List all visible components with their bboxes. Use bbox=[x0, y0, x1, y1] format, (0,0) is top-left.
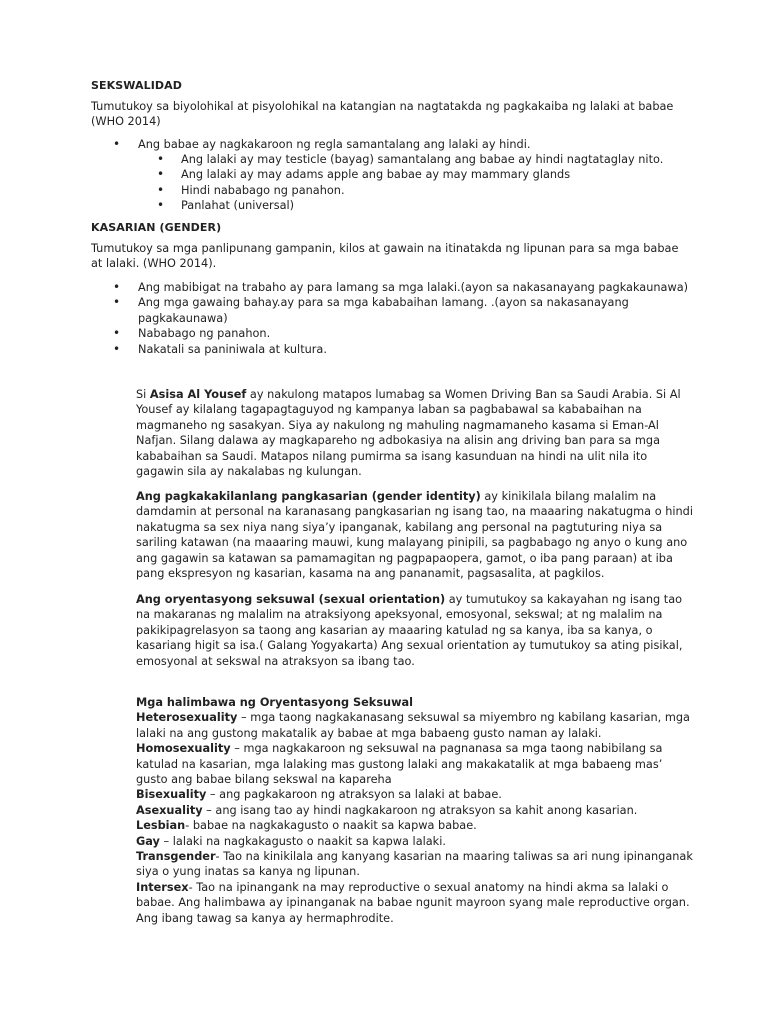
example-item bbox=[136, 880, 696, 926]
examples-block bbox=[136, 695, 696, 926]
list-item: • Panlahat (universal) bbox=[181, 198, 701, 213]
section-title-kasarian: KASARIAN (GENDER) bbox=[91, 221, 222, 234]
list-item: • Ang mabibigat na trabaho ay para lamang sa mga lalaki.(ayon sa nakasanayang pagkakaunawa) bbox=[138, 280, 698, 295]
list-item: • Ang lalaki ay may testicle (bayag) samantalang ang babae ay hindi nagtataglay nito. bbox=[181, 152, 701, 167]
example-item bbox=[136, 787, 696, 802]
sexual-orientation-paragraph bbox=[136, 592, 696, 669]
gender-identity-term: Ang pagkakakilanlang pangkasarian (gender identity) bbox=[136, 490, 481, 503]
sekswalidad-bullet-list bbox=[138, 137, 698, 152]
list-item: • Nakatali sa paniniwala at kultura. bbox=[138, 342, 698, 357]
gender-identity-text: ay kinikilala bilang malalim na damdamin at personal na karanasang pangkasarian ng isang tao, na maaaring nakatugma o hindi nakatugma sa sex niya nang siya’y ipanganak, kabilang ang personal na pagtuturing niya sa sariling katawan (na maaaring mauwi, kung malayang pinipili, sa pagbabago ng anyo o kung ano ang gagawin sa katawan sa pamamagitan ng pagpapaopera, gamot, o iba pang paraan) at iba pang ekspresyon ng kasarian, kasama na ang pananamit, pagsasalita, at pagkilos. bbox=[136, 490, 693, 581]
sekswalidad-sub-bullet-list bbox=[181, 152, 701, 214]
asisa-pre: Si bbox=[136, 388, 150, 401]
list-item: • Hindi nababago ng panahon. bbox=[181, 183, 701, 198]
example-term: Intersex bbox=[136, 880, 189, 894]
section-title-sekswalidad: SEKSWALIDAD bbox=[91, 79, 183, 92]
example-text: - babae na nagkakagusto o naakit sa kapwa babae. bbox=[185, 819, 477, 833]
example-term: Asexuality bbox=[136, 803, 203, 817]
example-term: Lesbian bbox=[136, 819, 186, 833]
example-item bbox=[136, 834, 696, 849]
example-term: Homosexuality bbox=[136, 742, 231, 756]
sexual-orientation-term: Ang oryentasyong seksuwal (sexual orientation) bbox=[136, 593, 446, 606]
example-item bbox=[136, 849, 696, 880]
examples-title: Mga halimbawa ng Oryentasyong Seksuwal bbox=[136, 696, 414, 709]
sekswalidad-definition: Tumutukoy sa biyolohikal at pisyolohikal na katangian na nagtatakda ng pagkakaiba ng lalaki at babae (WHO 2014) bbox=[91, 100, 674, 129]
example-item bbox=[136, 741, 696, 787]
example-text: – lalaki na nagkakagusto o naakit sa kapwa lalaki. bbox=[159, 834, 446, 848]
example-text: - Tao na kinikilala ang kanyang kasarian na maaring taliwas sa ari nung ipinanganak siya o yung inatas sa kanya ng lipunan. bbox=[136, 850, 693, 879]
example-text: - Tao na ipinangank na may reproductive o sexual anatomy na hindi akma sa lalaki o babae. Ang halimbawa ay ipinanganak na babae ngunit mayroon syang male reproductive organ. Ang ibang tawag sa kanya ay hermaphrodite. bbox=[136, 880, 690, 925]
list-item: • Nababago ng panahon. bbox=[138, 326, 698, 341]
asisa-paragraph bbox=[136, 387, 696, 479]
sexual-orientation-text: ay tumutukoy sa kakayahan ng isang tao na makaranas ng malalim na atraksiyong apeksyonal, emosyonal, sekswal; at ng malalim na pakikipagrelasyon sa taong ang kasarian ay maaaring katulad ng sa kanya, iba sa kanya, o kasariang higit sa isa.( Galang Yogyakarta) Ang sexual orientation ay tumutukoy sa ating pisikal, emosyonal at sekswal na atraksyon sa ibang tao. bbox=[136, 593, 683, 668]
list-item: • Ang mga gawaing bahay.ay para sa mga kababaihan lamang. .(ayon sa nakasanayang pagkakaunawa) bbox=[138, 295, 698, 326]
kasarian-bullet-list bbox=[138, 280, 698, 357]
example-item bbox=[136, 710, 696, 741]
asisa-name: Asisa Al Yousef bbox=[149, 388, 247, 401]
kasarian-definition: Tumutukoy sa mga panlipunang gampanin, kilos at gawain na itinatakda ng lipunan para sa mga babae at lalaki. (WHO 2014). bbox=[91, 242, 679, 271]
example-text: – mga taong nagkakanasang seksuwal sa miyembro ng kabilang kasarian, mga lalaki na ang gustong makatalik ay babae at mga babaeng gusto naman ay lalaki. bbox=[136, 711, 690, 740]
example-term: Bisexuality bbox=[136, 788, 207, 802]
example-text: – ang pagkakaroon ng atraksyon sa lalaki at babae. bbox=[206, 788, 502, 802]
list-item: • Ang babae ay nagkakaroon ng regla samantalang ang lalaki ay hindi. bbox=[138, 137, 698, 152]
list-item: • Ang lalaki ay may adams apple ang babae ay may mammary glands bbox=[181, 167, 701, 182]
example-term: Transgender bbox=[136, 850, 216, 864]
asisa-text: ay nakulong matapos lumabag sa Women Driving Ban sa Saudi Arabia. Si Al Yousef ay kilalang tagapagtaguyod ng kampanya laban sa pagbabawal sa kababaihan na magmaneho ng sasakyan. Siya ay nakulong ng mahuling nagmamaneho kasama si Eman-Al Nafjan. Silang dalawa ay magkapareho ng adbokasiya na alisin ang driving ban para sa mga kababaihan sa Saudi. Matapos nilang pumirma sa isang kasunduan na hindi na ulit nila ito gagawin sila ay nakalabas ng kulungan. bbox=[136, 388, 681, 479]
example-item bbox=[136, 803, 696, 818]
example-term: Heterosexuality bbox=[136, 711, 238, 725]
example-text: – mga nagkakaroon ng seksuwal na pagnanasa sa mga taong nabibilang sa katulad na kasarian, mga lalaking mas gustong lalaki ang makakatalik at mga babaeng mas’ gusto ang babae bilang sekswal na kapareha bbox=[136, 742, 663, 787]
example-item bbox=[136, 818, 696, 833]
example-term: Gay bbox=[136, 834, 160, 848]
gender-identity-paragraph bbox=[136, 489, 696, 581]
example-text: – ang isang tao ay hindi nagkakaroon ng atraksyon sa kahit anong kasarian. bbox=[202, 803, 638, 817]
